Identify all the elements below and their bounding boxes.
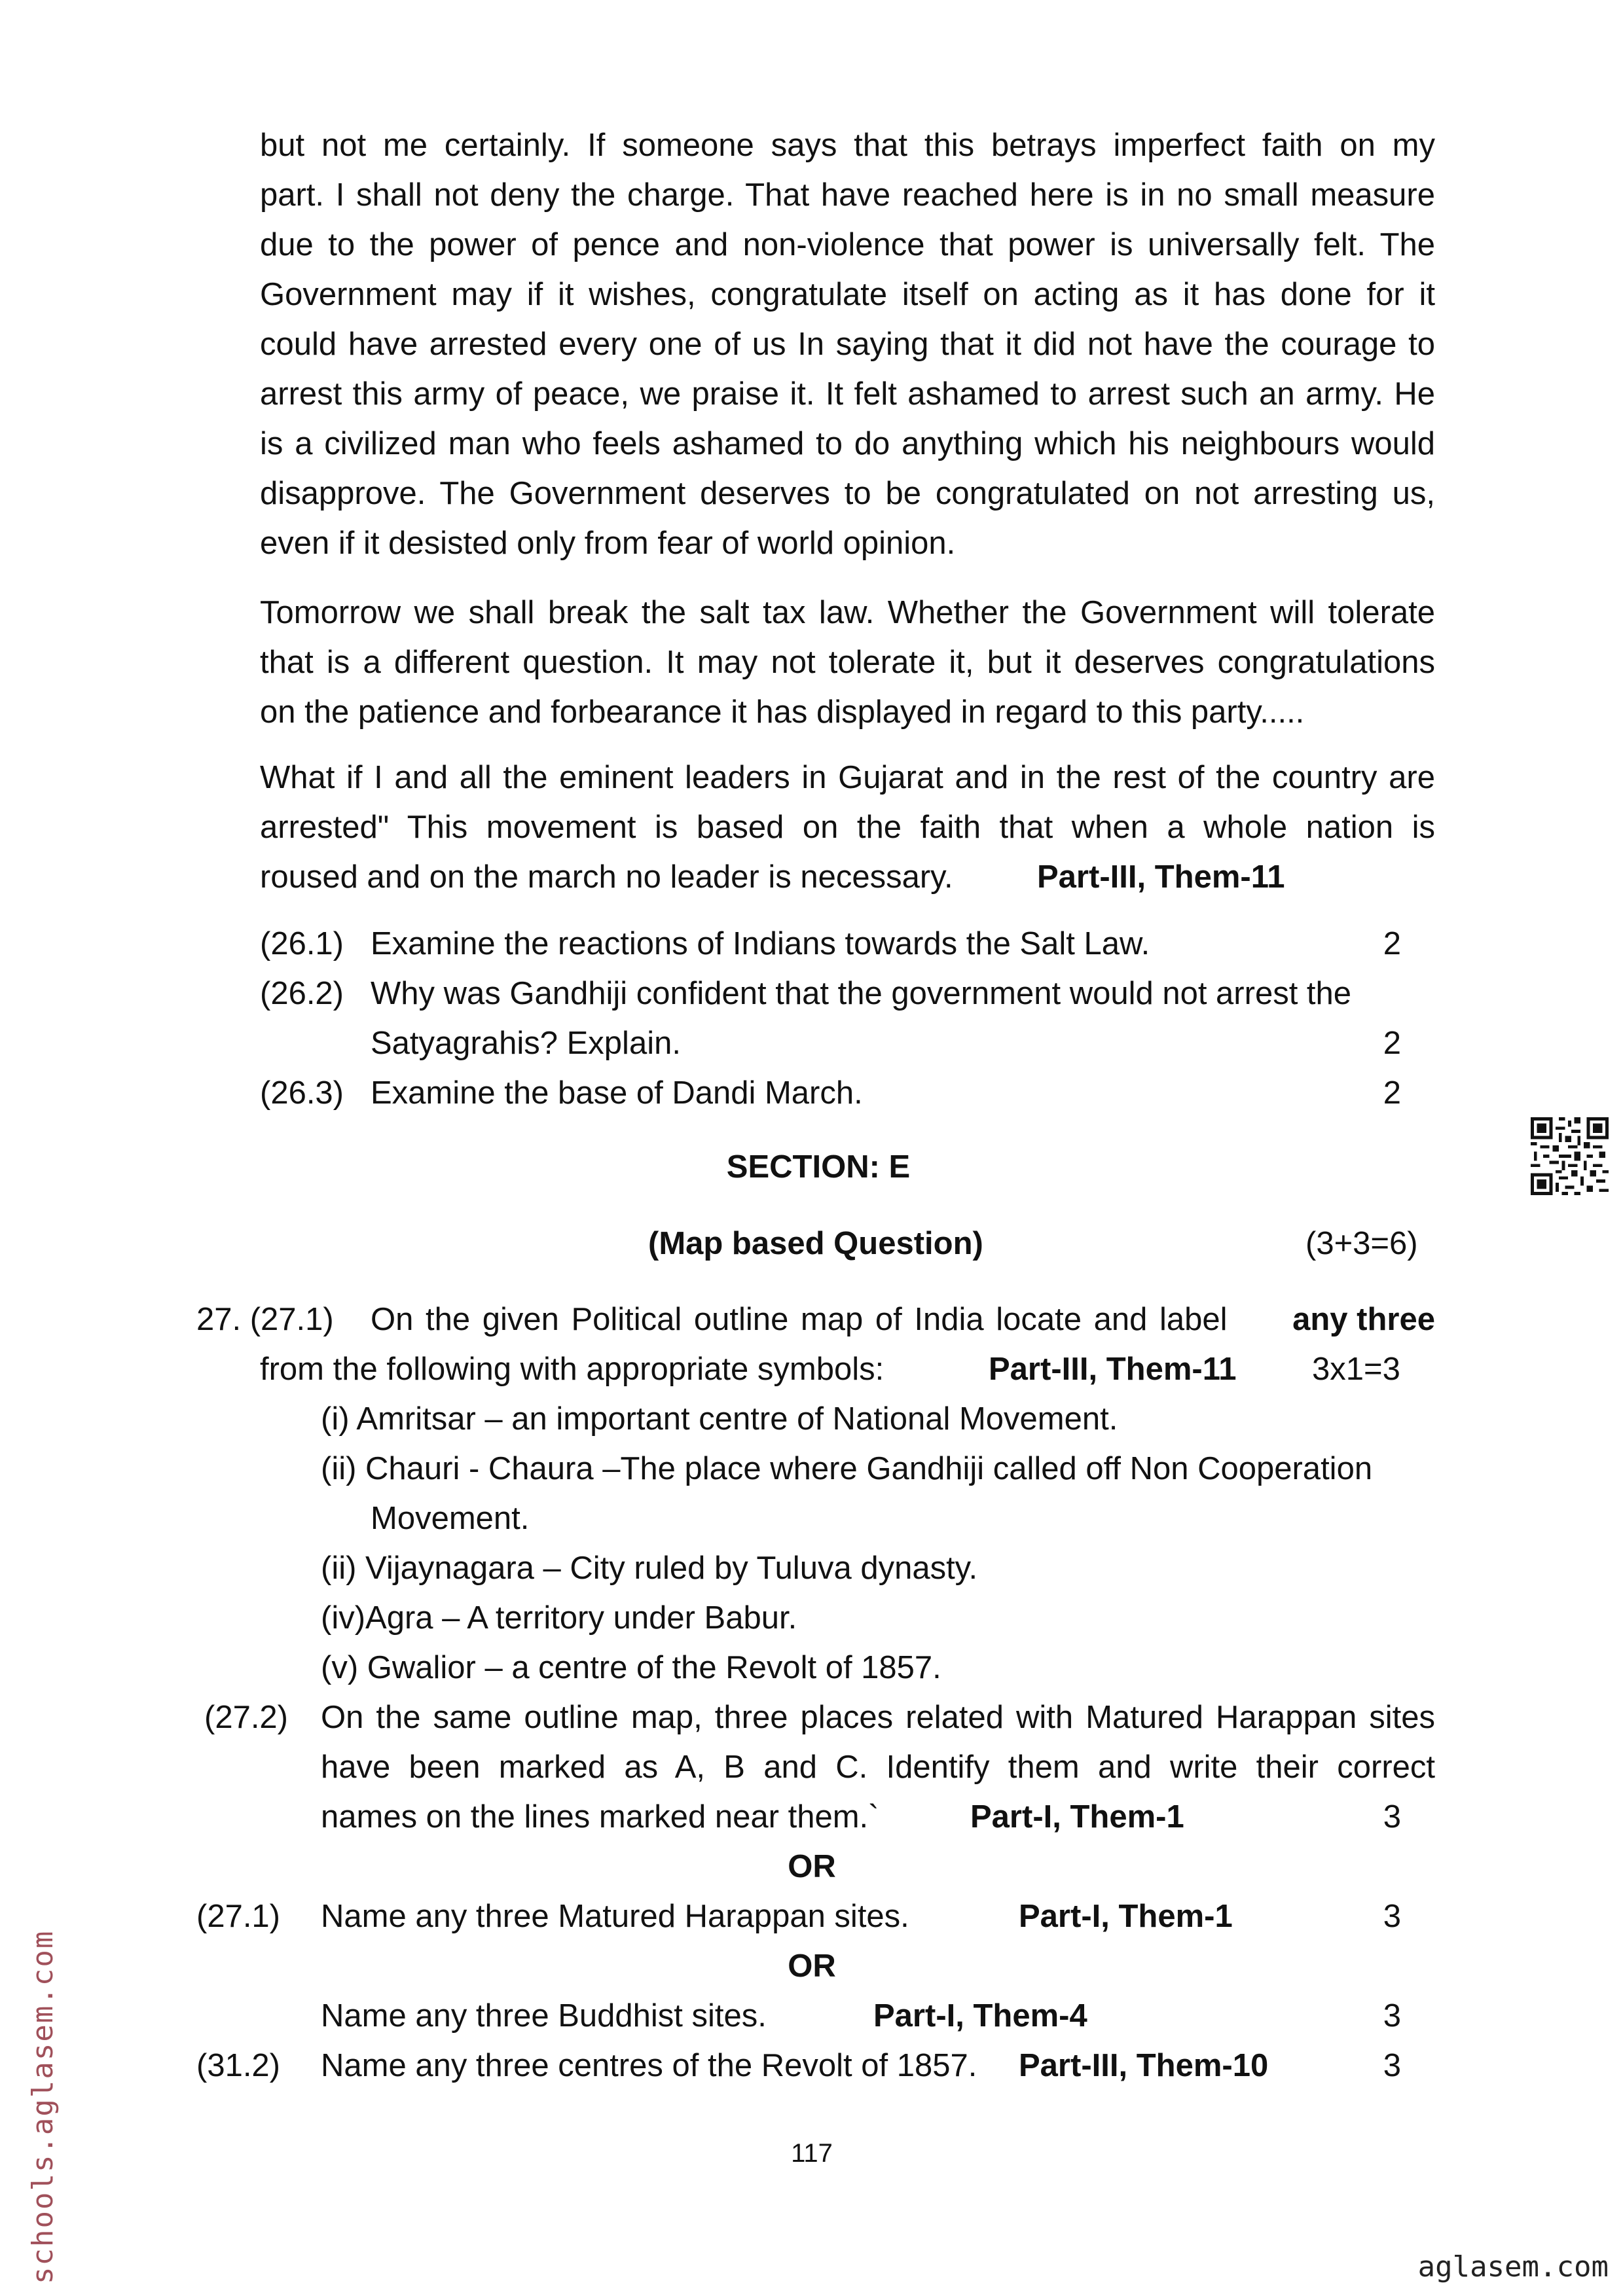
q27-alt3-text: Name any three centres of the Revolt of 1857. [321, 2048, 977, 2083]
q26-2-marks: 2 [1383, 1026, 1401, 1061]
q27-alt3-reference: Part-III, Them-10 [1019, 2048, 1269, 2083]
passage-line: arrested" This movement is based on the faith that when a whole nation is [260, 810, 1435, 845]
q26-2-text: Why was Gandhiji confident that the government would not arrest the [371, 976, 1352, 1011]
passage-line: Tomorrow we shall break the salt tax law. Whether the Government will tolerate [260, 595, 1435, 630]
q26-1-number: (26.1) [260, 926, 344, 961]
q27-1-line1-text: On the given Political outline map of India locate and label [371, 1302, 1228, 1337]
q27-alt2-marks: 3 [1383, 1998, 1401, 2034]
q27-alt3-number: (31.2) [196, 2048, 281, 2083]
qr-code-icon [1531, 1117, 1609, 1195]
q26-2-text-cont: Satyagrahis? Explain. [371, 1026, 681, 1061]
q27-1-item: (i) Amritsar – an important centre of National Movement. [321, 1401, 1118, 1437]
q27-2-number: (27.2) [204, 1700, 289, 1735]
passage-line: could have arrested every one of us In saying that it did not have the courage to [260, 327, 1435, 362]
q26-3-number: (26.3) [260, 1075, 344, 1111]
section-marks: (3+3=6) [1305, 1226, 1418, 1261]
q27-alt2-text: Name any three Buddhist sites. [321, 1998, 767, 2034]
q27-1-item-cont: Movement. [371, 1501, 530, 1536]
q27-alt3-marks: 3 [1383, 2048, 1401, 2083]
q27-alt1-marks: 3 [1383, 1899, 1401, 1934]
q27-1-item: (ii) Chauri - Chaura –The place where Gandhiji called off Non Cooperation [321, 1451, 1373, 1486]
q27-alt1-number: (27.1) [196, 1899, 281, 1934]
side-watermark: schools.aglasem.com [26, 1929, 60, 2284]
passage-paragraph-2 [260, 588, 1435, 737]
passage-line: roused and on the march no leader is necessary. [260, 859, 953, 895]
passage-line: disapprove. The Government deserves to be congratulated on not arresting us, [260, 476, 1435, 511]
q26-3-marks: 2 [1383, 1075, 1401, 1111]
q27-1-line1 [371, 1295, 1435, 1344]
passage-line: arrest this army of peace, we praise it. It felt ashamed to arrest such an army. He [260, 376, 1435, 412]
q27-2-reference: Part-I, Them-1 [970, 1799, 1184, 1835]
q27-2-line3: names on the lines marked near them.` [321, 1799, 879, 1835]
q27-1-item: (v) Gwalior – a centre of the Revolt of 1857. [321, 1650, 941, 1685]
passage-line: that is a different question. It may not tolerate it, but it deserves congratulations [260, 645, 1435, 680]
page-number: 117 [791, 2139, 833, 2168]
passage-line: part. I shall not deny the charge. That have reached here is in no small measure [260, 177, 1435, 213]
or-divider: OR [788, 1849, 836, 1884]
q27-2-marks: 3 [1383, 1799, 1401, 1835]
passage-reference: Part-III, Them-11 [1037, 859, 1285, 895]
q27-alt1-text: Name any three Matured Harappan sites. [321, 1899, 909, 1934]
q27-alt2-reference: Part-I, Them-4 [873, 1998, 1087, 2034]
passage-line: but not me certainly. If someone says that this betrays imperfect faith on my [260, 128, 1435, 163]
q27-number: 27. (27.1) [196, 1302, 334, 1337]
passage-line: due to the power of pence and non-violence that power is universally felt. The [260, 227, 1435, 262]
q27-2-line1: On the same outline map, three places related with Matured Harappan sites [321, 1700, 1435, 1735]
q26-1-text: Examine the reactions of Indians towards the Salt Law. [371, 926, 1150, 961]
q27-1-line2: from the following with appropriate symbols: [260, 1352, 884, 1387]
q26-1-marks: 2 [1383, 926, 1401, 961]
q26-2-number: (26.2) [260, 976, 344, 1011]
or-divider: OR [788, 1948, 836, 1984]
q27-1-reference: Part-III, Them-11 [989, 1352, 1237, 1387]
q27-1-marks: 3x1=3 [1312, 1352, 1400, 1387]
section-subtitle: (Map based Question) [648, 1226, 983, 1261]
passage-line: on the patience and forbearance it has displayed in regard to this party..... [260, 694, 1305, 730]
passage-line: What if I and all the eminent leaders in Gujarat and in the rest of the country are [260, 760, 1435, 795]
q27-1-emphasis: any three [1292, 1302, 1435, 1337]
passage-line: is a civilized man who feels ashamed to do anything which his neighbours would [260, 426, 1435, 461]
section-title: SECTION: E [726, 1149, 911, 1185]
q27-alt1-reference: Part-I, Them-1 [1019, 1899, 1233, 1934]
bottom-watermark: aglasem.com [1417, 2250, 1609, 2284]
q27-1-item: (iv)Agra – A territory under Babur. [321, 1600, 797, 1636]
passage-line: even if it desisted only from fear of world opinion. [260, 526, 956, 561]
q27-1-item: (ii) Vijaynagara – City ruled by Tuluva dynasty. [321, 1551, 978, 1586]
passage-line: Government may if it wishes, congratulate itself on acting as it has done for it [260, 277, 1435, 312]
passage-paragraph-1 [260, 120, 1435, 568]
q27-2-line2: have been marked as A, B and C. Identify them and write their correct [321, 1749, 1435, 1785]
q26-3-text: Examine the base of Dandi March. [371, 1075, 863, 1111]
